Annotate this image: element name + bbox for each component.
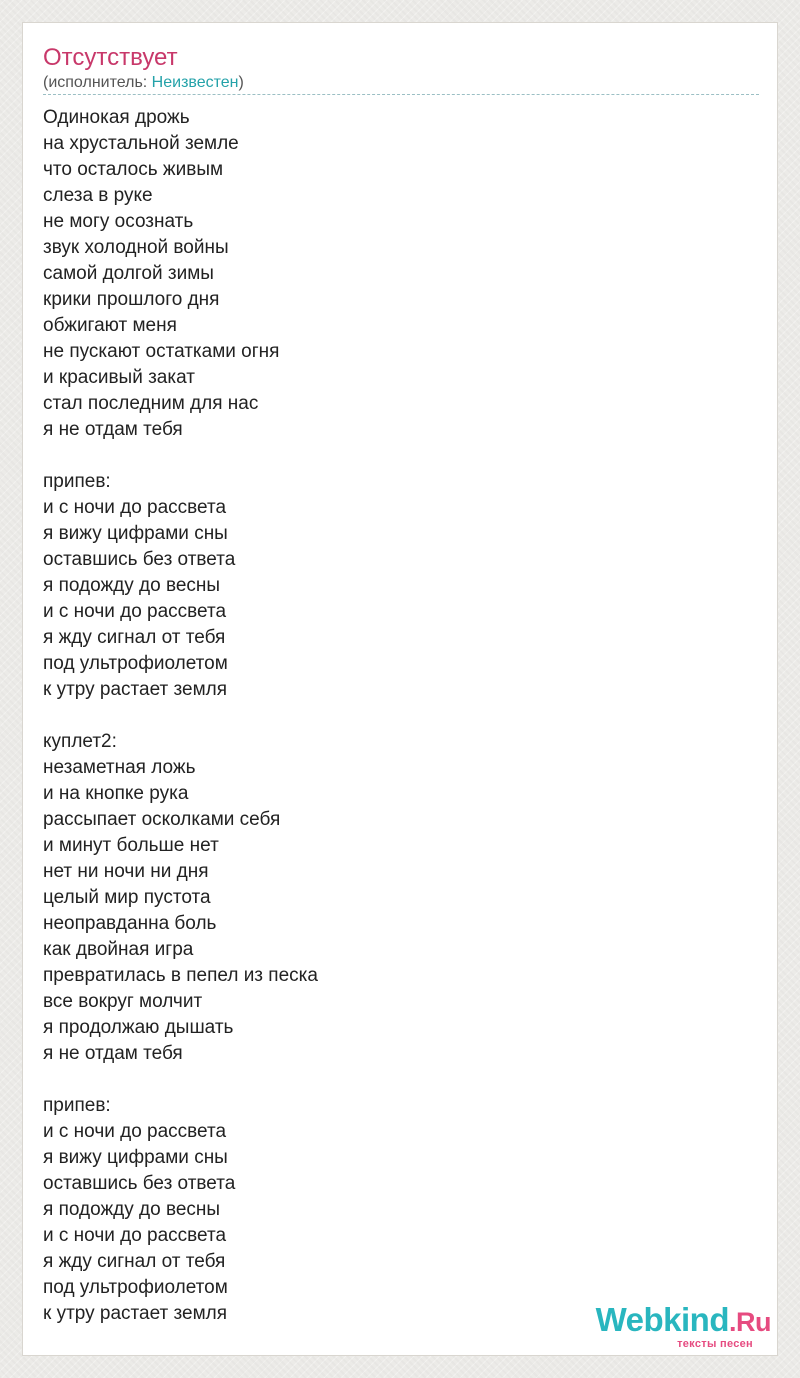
logo-tld: .Ru — [729, 1307, 771, 1337]
lyric-line: и красивый закат — [43, 367, 195, 388]
lyric-line: рассыпает осколками себя — [43, 809, 281, 830]
lyric-line — [43, 703, 318, 729]
lyric-line: не могу осознать — [43, 211, 194, 232]
lyric-line: оставшись без ответа — [43, 1173, 236, 1194]
lyric-line: превратилась в пепел из песка — [43, 965, 318, 986]
lyric-line: я вижу цифрами сны — [43, 523, 228, 544]
logo-name: Webkind — [595, 1301, 729, 1338]
artist-prefix: (исполнитель: — [43, 74, 152, 91]
site-logo[interactable] — [581, 1303, 771, 1349]
lyric-line: что осталось живым — [43, 159, 224, 180]
lyric-line: и с ночи до рассвета — [43, 1225, 227, 1246]
artist-line — [43, 73, 244, 93]
lyric-line: не пускают остатками огня — [43, 341, 280, 362]
lyric-line: все вокруг молчит — [43, 991, 203, 1012]
lyric-line: куплет2: — [43, 731, 117, 752]
lyric-line: я не отдам тебя — [43, 1043, 183, 1064]
lyric-line — [43, 1067, 318, 1093]
lyric-line: к утру растает земля — [43, 1303, 228, 1324]
lyric-line: неоправданна боль — [43, 913, 217, 934]
lyric-line: и с ночи до рассвета — [43, 497, 227, 518]
lyric-line: я вижу цифрами сны — [43, 1147, 228, 1168]
lyric-line: обжигают меня — [43, 315, 177, 336]
lyric-line — [43, 443, 318, 469]
lyric-line: звук холодной войны — [43, 237, 229, 258]
lyric-line: оставшись без ответа — [43, 549, 236, 570]
title-divider — [43, 94, 759, 95]
lyric-line: на хрустальной земле — [43, 133, 239, 154]
logo-wordmark — [581, 1303, 771, 1339]
lyric-line: Одинокая дрожь — [43, 107, 190, 128]
lyric-line: нет ни ночи ни дня — [43, 861, 209, 882]
lyric-line: я подожду до весны — [43, 1199, 221, 1220]
lyrics-text — [43, 105, 318, 1327]
lyric-line: к утру растает земля — [43, 679, 228, 700]
lyric-line: и минут больше нет — [43, 835, 219, 856]
lyric-line: и с ночи до рассвета — [43, 601, 227, 622]
artist-suffix: ) — [238, 74, 244, 91]
lyric-line: под ультрофиолетом — [43, 1277, 228, 1298]
lyric-line: как двойная игра — [43, 939, 194, 960]
lyric-line: крики прошлого дня — [43, 289, 220, 310]
lyric-line: незаметная ложь — [43, 757, 196, 778]
lyric-line: я не отдам тебя — [43, 419, 183, 440]
lyric-line: самой долгой зимы — [43, 263, 214, 284]
lyric-line: я жду сигнал от тебя — [43, 1251, 226, 1272]
lyric-line: припев: — [43, 1095, 111, 1116]
song-title: Отсутствует — [43, 44, 178, 71]
lyric-line: припев: — [43, 471, 111, 492]
lyric-line: я жду сигнал от тебя — [43, 627, 226, 648]
logo-tagline: тексты песен — [677, 1338, 753, 1350]
lyric-line: под ультрофиолетом — [43, 653, 228, 674]
lyric-line: целый мир пустота — [43, 887, 211, 908]
lyric-line: стал последним для нас — [43, 393, 259, 414]
lyric-line: и с ночи до рассвета — [43, 1121, 227, 1142]
lyric-line: я подожду до весны — [43, 575, 221, 596]
lyric-line: и на кнопке рука — [43, 783, 189, 804]
lyric-line: слеза в руке — [43, 185, 153, 206]
artist-link[interactable]: Неизвестен — [151, 74, 239, 91]
lyrics-card — [22, 22, 778, 1356]
lyric-line: я продолжаю дышать — [43, 1017, 234, 1038]
